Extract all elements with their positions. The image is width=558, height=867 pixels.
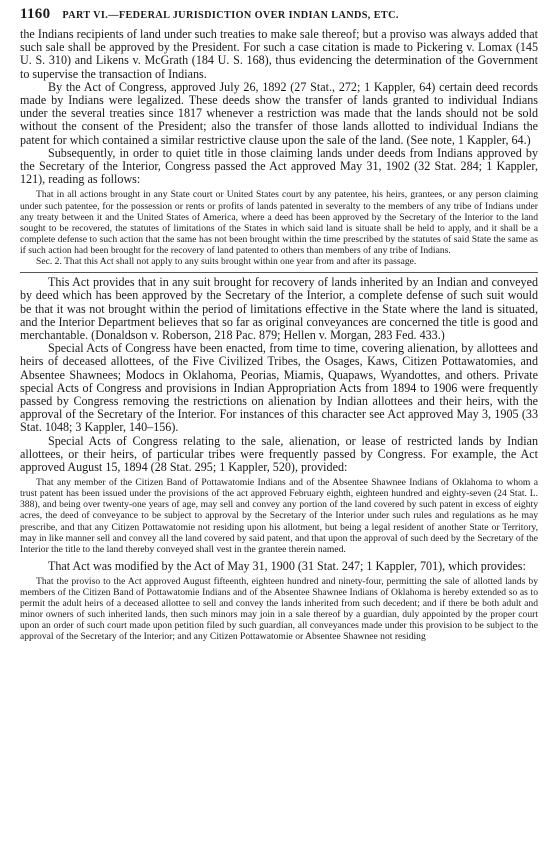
quoted-act-1902 bbox=[20, 189, 538, 267]
paragraph-act-1902-intro: Subsequently, in order to quiet title in those claiming lands under deeds from Indians approved by the Secretary of the Interior, Congress passed the Act approved May 31, 1902 (32 Stat. 284; 1 Kappler, 121), reading as follows: bbox=[20, 145, 538, 187]
quoted-act-1894 bbox=[20, 477, 538, 555]
quote-paragraph: That in all actions brought in any State court or United States court by any patentee, his heirs, grantees, or any person claiming under such patentee, for the possession or rents or profits of lands patented in severalty to the members of any tribe of Indians under any treaty between it and the United States of America, where a deed has been approved by the Secretary of the Interior to the land sought to be recovered, the statutes of limitations of the States in which said land is situate shall be held to apply, and it shall be a complete defense to such action that the same has not been brought within the time prescribed by the statutes of said State the same as if such action had been brought for the recovery of land patented to others than members of any tribe of Indians. bbox=[20, 189, 538, 256]
quote-paragraph: That any member of the Citizen Band of Pottawatomie Indians and of the Absentee Shawnee Indians of Oklahoma to whom a trust patent has been issued under the provisions of the act approved February eighth, eighteen hundred and eighty-seven (24 Stat. L. 388), and being over twenty-one years of age, may sell and convey any portion of the land covered by such patent in excess of eighty acres, the deed of conveyance to be subject to approval by the Secretary of the Interior under such rules and regulations as he may prescribe, and that any Citizen Pottawatomie not residing upon his allotment, but being a legal resident of another State or Territory, may in like manner sell and convey all the land covered by said patent, and that upon the approval of such deed by the Secretary of the Interior the title to the land thereby conveyed shall vest in the grantee therein named. bbox=[20, 477, 538, 555]
paragraph-continuation: the Indians recipients of land under such treaties to make sale thereof; but a proviso was always added that such sale shall be approved by the President. For such a case citation is made to Pickering v. Lomax (145 U. S. 310) and Likens v. McGrath (184 U. S. 168), thus evidencing the determination of the Government to supervise the transaction of Indians. bbox=[20, 27, 538, 81]
divider-rule bbox=[20, 272, 538, 273]
page-header bbox=[20, 6, 538, 26]
paragraph-act-1900-intro: That Act was modified by the Act of May 31, 1900 (31 Stat. 247; 1 Kappler, 701), which provides: bbox=[48, 558, 526, 573]
quoted-act-1900 bbox=[20, 576, 538, 643]
quote-paragraph: That the proviso to the Act approved August fifteenth, eighteen hundred and ninety-four, permitting the sale of allotted lands by members of the Citizen Band of Pottawatomie Indians and of the Absentee Shawnee Indians of Oklahoma is hereby extended so as to permit the adult heirs of a deceased allottee to sell and convey the lands inherited from such decedent; and if there be both adult and minor owners of such inherited lands, then such minors may join in a sale thereof by a guardian, duly appointed by the proper court upon an order of such court made upon petition filed by such guardian, all conveyances made under this provision to be subject to the approval of the Secretary of the Interior; and any Citizen Pottawatomie or Absentee Shawnee not residing bbox=[20, 576, 538, 643]
paragraph-act-1892: By the Act of Congress, approved July 26, 1892 (27 Stat., 272; 1 Kappler, 64) certain deed records made by Indians were legalized. These deeds show the transfer of lands granted to individual Indians under the several treaties since 1817 whenever a restriction was made that the lands should not be sold without the consent of the President; also the transfer of those lands allotted to individual Indians the patent for which contained a similar restrictive clause upon the sale of the land. (See note, 1 Kappler, 64.) bbox=[20, 79, 538, 147]
page-number: 1160 bbox=[20, 6, 51, 22]
running-head: PART VI.—FEDERAL JURISDICTION OVER INDIAN LANDS, ETC. bbox=[62, 10, 399, 21]
paragraph-act-explanation: This Act provides that in any suit brought for recovery of lands inherited by an Indian and conveyed by deed which has been approved by the Secretary of the Interior, a complete defense of such suit would be that it was not brought within the period of limitations effective in the State where the land is situated, and the Interior Department believes that so far as original conveyances are concerned the title is good and merchantable. (Donaldson v. Roberson, 218 Pac. 879; Hellen v. Morgan, 283 Fed. 433.) bbox=[20, 275, 538, 342]
paragraph-special-acts-1894: Special Acts of Congress relating to the sale, alienation, or lease of restricted lands by Indian allottees, or their heirs, of particular tribes were frequently passed by Congress. For example, the Act approved August 15, 1894 (28 Stat. 295; 1 Kappler, 520), provided: bbox=[20, 433, 538, 474]
quote-paragraph: Sec. 2. That this Act shall not apply to any suits brought within one year from and after its passage. bbox=[36, 256, 417, 267]
paragraph-special-acts: Special Acts of Congress have been enacted, from time to time, covering alienation, by allottees and heirs of deceased allottees, of the Five Civilized Tribes, the Osages, Kaws, Citizen Pottawatomies, and Absentee Shawnees; Modocs in Oklahoma, Peorias, Miamis, Quapaws, Wyandottes, and others. Private special Acts of Congress and provisions in Indian Appropriation Acts from 1894 to 1906 were frequently passed by Congress removing the restrictions on alienation by Indian allottees and their heirs, with the approval of the Secretary of the Interior. For instances of this character see Act approved May 3, 1905 (33 Stat. 1048; 3 Kappler, 140–156). bbox=[20, 341, 538, 435]
